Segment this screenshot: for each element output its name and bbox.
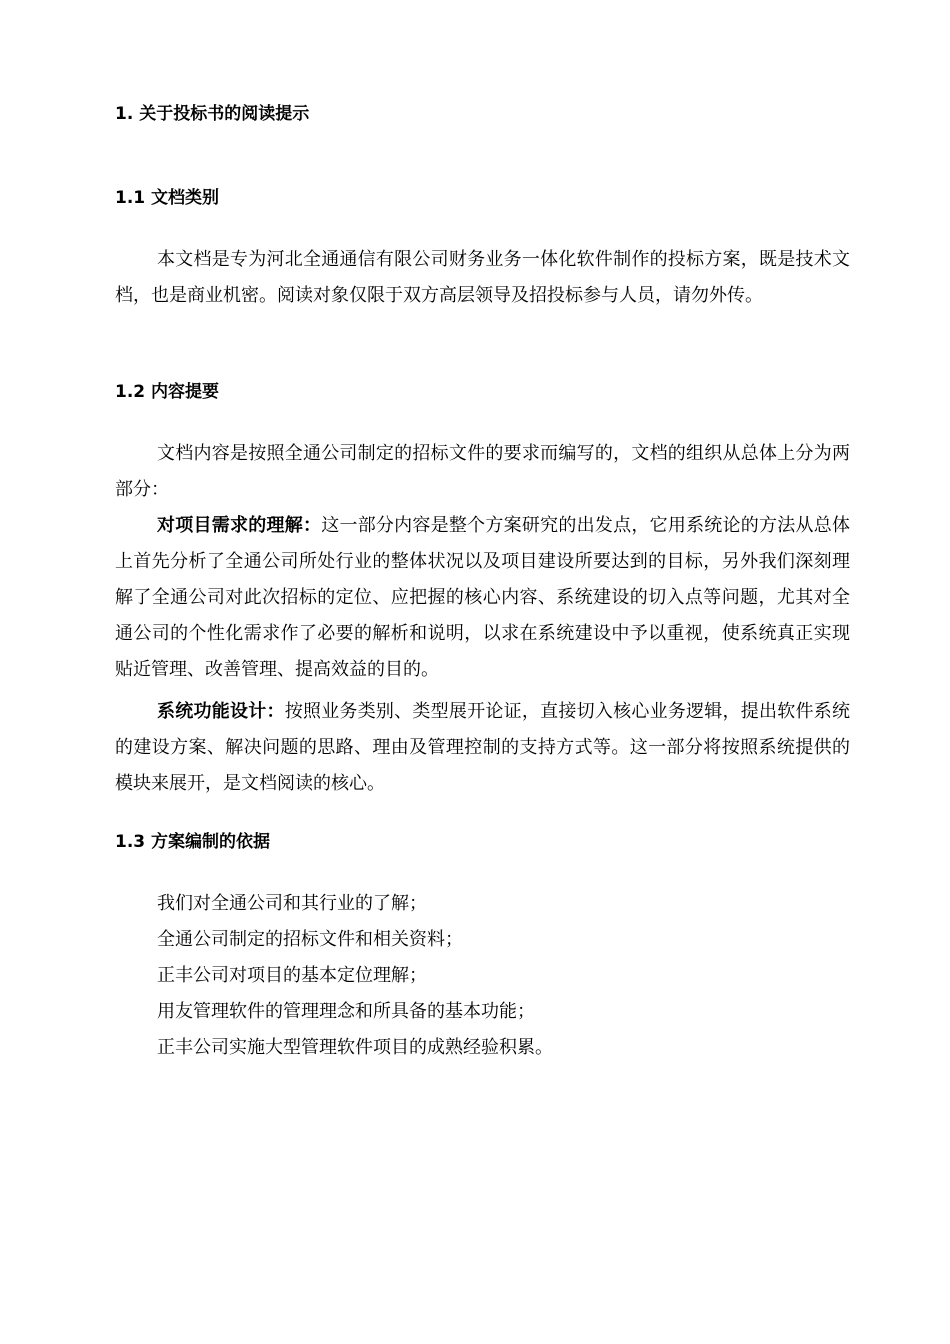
function-design-text: 按照业务类别、类型展开论证，直接切入核心业务逻辑，提出软件系统的建设方案、解决问题的思路、理由及管理控制的支持方式等。这一部分将按照系统提供的模块来展开，是文档阅读的核心。 [115,701,850,794]
section-title-basis: 1.3 方案编制的依据 [115,832,271,852]
section-title-document-type: 1.1 文档类别 [115,188,220,208]
list-item: 正丰公司实施大型管理软件项目的成熟经验积累。 [157,1037,553,1058]
list-item: 全通公司制定的招标文件和相关资料； [157,929,463,950]
requirement-understanding-paragraph [115,508,850,688]
function-design-label: 系统功能设计： [157,701,285,722]
document-type-paragraph: 本文档是专为河北全通通信有限公司财务业务一体化软件制作的投标方案，既是技术文档，也是商业机密。阅读对象仅限于双方高层领导及招投标参与人员，请勿外传。 [115,249,850,306]
section-title-content-summary: 1.2 内容提要 [115,382,220,402]
basis-list [157,886,553,1066]
content-summary-intro: 文档内容是按照全通公司制定的招标文件的要求而编写的，文档的组织从总体上分为两部分： [115,443,850,500]
list-item: 正丰公司对项目的基本定位理解； [157,965,427,986]
requirement-understanding-text: 这一部分内容是整个方案研究的出发点，它用系统论的方法从总体上首先分析了全通公司所处行业的整体状况以及项目建设所要达到的目标，另外我们深刻理解了全通公司对此次招标的定位、应把握的核心内容、系统建设的切入点等问题，尤其对全通公司的个性化需求作了必要的解析和说明，以求在系统建设中予以重视，使系统真正实现贴近管理、改善管理、提高效益的目的。 [115,515,851,680]
list-item: 我们对全通公司和其行业的了解； [157,893,427,914]
function-design-paragraph [115,694,850,802]
requirement-understanding-label: 对项目需求的理解： [157,515,322,536]
main-heading: 1. 关于投标书的阅读提示 [115,104,310,124]
list-item: 用友管理软件的管理理念和所具备的基本功能； [157,1001,535,1022]
